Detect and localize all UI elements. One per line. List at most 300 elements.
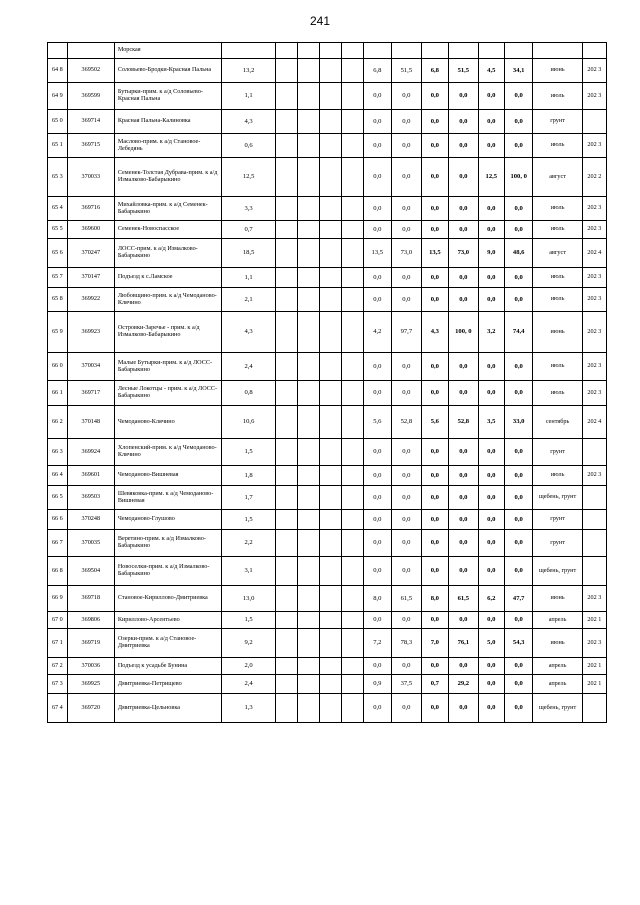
empty-cell bbox=[297, 694, 319, 723]
empty-cell bbox=[341, 486, 363, 510]
road-code: 370036 bbox=[67, 658, 114, 675]
empty-cell bbox=[297, 406, 319, 439]
table-row bbox=[48, 43, 607, 59]
status-cell: грунт bbox=[533, 510, 582, 530]
road-code: 370147 bbox=[67, 268, 114, 288]
empty-cell bbox=[341, 586, 363, 612]
value-cell: 100, 0 bbox=[504, 158, 532, 197]
empty-cell bbox=[341, 612, 363, 629]
empty-cell bbox=[275, 268, 297, 288]
status-cell: июль bbox=[533, 83, 582, 110]
value-cell: 0,0 bbox=[504, 268, 532, 288]
empty-cell bbox=[275, 694, 297, 723]
value-cell: 0,0 bbox=[504, 557, 532, 586]
empty-cell bbox=[319, 486, 341, 510]
road-code: 370033 bbox=[67, 158, 114, 197]
empty-cell bbox=[341, 629, 363, 658]
table-row bbox=[48, 612, 607, 629]
value-cell: 0,0 bbox=[392, 134, 422, 158]
table-row bbox=[48, 110, 607, 134]
empty-cell bbox=[341, 221, 363, 239]
empty-cell bbox=[297, 268, 319, 288]
value-cell: 0,0 bbox=[504, 134, 532, 158]
empty-cell bbox=[319, 530, 341, 557]
road-code: 369601 bbox=[67, 466, 114, 486]
value-cell: 0,7 bbox=[421, 675, 448, 694]
table-row bbox=[48, 466, 607, 486]
row-index: 66 7 bbox=[48, 530, 68, 557]
road-length: 18,5 bbox=[222, 239, 276, 268]
value-cell: 0,0 bbox=[449, 557, 479, 586]
road-code: 369718 bbox=[67, 586, 114, 612]
value-cell: 48,6 bbox=[504, 239, 532, 268]
road-length: 10,6 bbox=[222, 406, 276, 439]
row-index: 66 3 bbox=[48, 439, 68, 466]
year-cell: 202 3 bbox=[582, 197, 606, 221]
empty-cell bbox=[297, 510, 319, 530]
empty-cell bbox=[275, 158, 297, 197]
value-cell: 54,3 bbox=[504, 629, 532, 658]
status-cell: июль bbox=[533, 134, 582, 158]
empty-cell bbox=[297, 557, 319, 586]
table-row bbox=[48, 221, 607, 239]
status-cell: август bbox=[533, 158, 582, 197]
empty-cell bbox=[319, 406, 341, 439]
road-length: 12,5 bbox=[222, 158, 276, 197]
empty-cell bbox=[297, 134, 319, 158]
value-cell: 0,0 bbox=[392, 612, 422, 629]
status-cell: июль bbox=[533, 353, 582, 381]
value-cell: 0,0 bbox=[478, 557, 504, 586]
road-code: 369924 bbox=[67, 439, 114, 466]
status-cell: апрель bbox=[533, 675, 582, 694]
value-cell: 0,0 bbox=[504, 353, 532, 381]
row-index: 67 2 bbox=[48, 658, 68, 675]
empty-cell bbox=[319, 239, 341, 268]
year-cell: 202 3 bbox=[582, 629, 606, 658]
year-cell bbox=[582, 694, 606, 723]
value-cell: 0,0 bbox=[392, 83, 422, 110]
empty-cell bbox=[297, 658, 319, 675]
row-index: 67 0 bbox=[48, 612, 68, 629]
empty-cell bbox=[341, 197, 363, 221]
empty-cell bbox=[341, 134, 363, 158]
year-cell: 202 4 bbox=[582, 239, 606, 268]
empty-cell bbox=[275, 83, 297, 110]
value-cell: 34,1 bbox=[504, 59, 532, 83]
value-cell: 13,5 bbox=[363, 239, 391, 268]
empty-cell bbox=[341, 406, 363, 439]
road-name: Морская bbox=[114, 43, 221, 59]
row-index: 64 8 bbox=[48, 59, 68, 83]
empty-cell bbox=[275, 675, 297, 694]
road-name: Чемоданово-Вишневая bbox=[114, 466, 221, 486]
road-code: 369719 bbox=[67, 629, 114, 658]
empty-cell bbox=[341, 158, 363, 197]
table-row bbox=[48, 83, 607, 110]
empty-cell bbox=[319, 466, 341, 486]
value-cell: 0,0 bbox=[449, 510, 479, 530]
value-cell: 0,0 bbox=[363, 288, 391, 312]
value-cell: 0,0 bbox=[363, 658, 391, 675]
empty-cell bbox=[297, 629, 319, 658]
row-index: 64 9 bbox=[48, 83, 68, 110]
empty-cell bbox=[297, 612, 319, 629]
empty-cell bbox=[319, 158, 341, 197]
value-cell: 3,2 bbox=[478, 312, 504, 353]
empty-cell bbox=[341, 268, 363, 288]
row-index: 65 5 bbox=[48, 221, 68, 239]
value-cell: 0,0 bbox=[504, 197, 532, 221]
year-cell: 202 4 bbox=[582, 406, 606, 439]
year-cell bbox=[582, 486, 606, 510]
empty-cell bbox=[341, 675, 363, 694]
road-code: 369720 bbox=[67, 694, 114, 723]
value-cell: 5,0 bbox=[478, 629, 504, 658]
value-cell: 0,0 bbox=[363, 466, 391, 486]
road-code: 369503 bbox=[67, 486, 114, 510]
table-row bbox=[48, 239, 607, 268]
value-cell: 0,0 bbox=[363, 221, 391, 239]
value-cell: 0,0 bbox=[421, 439, 448, 466]
value-cell: 0,0 bbox=[421, 486, 448, 510]
value-cell: 100, 0 bbox=[449, 312, 479, 353]
value-cell: 0,0 bbox=[392, 268, 422, 288]
status-cell: грунт bbox=[533, 110, 582, 134]
value-cell: 29,2 bbox=[449, 675, 479, 694]
year-cell bbox=[582, 530, 606, 557]
value-cell: 51,5 bbox=[449, 59, 479, 83]
empty-cell bbox=[319, 694, 341, 723]
empty-cell bbox=[297, 381, 319, 406]
row-index: 67 3 bbox=[48, 675, 68, 694]
value-cell: 0,0 bbox=[421, 221, 448, 239]
empty-cell bbox=[319, 197, 341, 221]
road-length: 1,5 bbox=[222, 612, 276, 629]
value-cell: 0,0 bbox=[504, 110, 532, 134]
value-cell: 0,0 bbox=[478, 486, 504, 510]
empty-cell bbox=[297, 197, 319, 221]
value-cell: 0,0 bbox=[478, 694, 504, 723]
road-name: Красная Пальна-Калиновка bbox=[114, 110, 221, 134]
empty-cell bbox=[275, 353, 297, 381]
value-cell: 0,0 bbox=[449, 268, 479, 288]
value-cell: 33,0 bbox=[504, 406, 532, 439]
road-length: 2,4 bbox=[222, 353, 276, 381]
value-cell: 0,0 bbox=[449, 197, 479, 221]
value-cell: 0,0 bbox=[504, 510, 532, 530]
empty-cell bbox=[319, 510, 341, 530]
value-cell: 61,5 bbox=[392, 586, 422, 612]
road-name: Подъезд к усадьбе Бунина bbox=[114, 658, 221, 675]
empty-cell bbox=[319, 134, 341, 158]
value-cell: 0,0 bbox=[363, 110, 391, 134]
value-cell: 0,0 bbox=[504, 439, 532, 466]
status-cell: грунт bbox=[533, 530, 582, 557]
road-code: 369925 bbox=[67, 675, 114, 694]
road-length: 0,8 bbox=[222, 381, 276, 406]
value-cell: 0,0 bbox=[449, 612, 479, 629]
empty-cell bbox=[275, 59, 297, 83]
empty-cell bbox=[341, 288, 363, 312]
year-cell bbox=[582, 439, 606, 466]
year-cell: 202 3 bbox=[582, 586, 606, 612]
table-row bbox=[48, 406, 607, 439]
value-cell: 0,0 bbox=[504, 486, 532, 510]
road-code: 369716 bbox=[67, 197, 114, 221]
empty-cell bbox=[275, 439, 297, 466]
value-cell: 0,0 bbox=[392, 658, 422, 675]
row-index: 65 7 bbox=[48, 268, 68, 288]
status-cell: апрель bbox=[533, 658, 582, 675]
empty-cell bbox=[275, 381, 297, 406]
road-code: 369717 bbox=[67, 381, 114, 406]
empty-cell bbox=[341, 59, 363, 83]
value-cell: 0,0 bbox=[449, 158, 479, 197]
row-index: 66 8 bbox=[48, 557, 68, 586]
empty-cell bbox=[275, 239, 297, 268]
table-row bbox=[48, 197, 607, 221]
empty-cell bbox=[341, 110, 363, 134]
year-cell: 202 2 bbox=[582, 158, 606, 197]
empty-cell bbox=[275, 221, 297, 239]
value-cell: 0,0 bbox=[363, 486, 391, 510]
empty-cell bbox=[319, 312, 341, 353]
value-cell: 73,0 bbox=[392, 239, 422, 268]
value-cell: 0,9 bbox=[363, 675, 391, 694]
empty-cell bbox=[297, 110, 319, 134]
row-index: 66 2 bbox=[48, 406, 68, 439]
value-cell: 0,0 bbox=[392, 288, 422, 312]
year-cell: 202 3 bbox=[582, 221, 606, 239]
table-row bbox=[48, 134, 607, 158]
row-index: 67 4 bbox=[48, 694, 68, 723]
value-cell: 13,5 bbox=[421, 239, 448, 268]
road-name: Бутырки-прим. к а/д Соловьево-Красная Пальна bbox=[114, 83, 221, 110]
value-cell: 0,0 bbox=[478, 83, 504, 110]
value-cell: 0,0 bbox=[478, 466, 504, 486]
value-cell: 7,0 bbox=[421, 629, 448, 658]
table-row bbox=[48, 268, 607, 288]
row-index: 65 6 bbox=[48, 239, 68, 268]
row-index: 65 1 bbox=[48, 134, 68, 158]
value-cell: 5,6 bbox=[363, 406, 391, 439]
value-cell: 0,0 bbox=[421, 134, 448, 158]
empty-cell bbox=[297, 83, 319, 110]
empty-cell bbox=[319, 353, 341, 381]
empty-cell bbox=[297, 239, 319, 268]
empty-cell bbox=[275, 486, 297, 510]
value-cell: 0,0 bbox=[363, 197, 391, 221]
empty-cell bbox=[297, 221, 319, 239]
year-cell: 202 1 bbox=[582, 675, 606, 694]
year-cell bbox=[582, 510, 606, 530]
value-cell: 51,5 bbox=[392, 59, 422, 83]
value-cell: 0,0 bbox=[392, 530, 422, 557]
value-cell: 0,0 bbox=[421, 197, 448, 221]
value-cell: 0,0 bbox=[363, 134, 391, 158]
road-length: 4,3 bbox=[222, 110, 276, 134]
value-cell: 0,0 bbox=[363, 268, 391, 288]
year-cell: 202 3 bbox=[582, 268, 606, 288]
value-cell: 0,0 bbox=[363, 557, 391, 586]
value-cell: 9,0 bbox=[478, 239, 504, 268]
empty-cell bbox=[319, 658, 341, 675]
empty-cell bbox=[275, 197, 297, 221]
value-cell: 0,0 bbox=[449, 466, 479, 486]
value-cell: 0,0 bbox=[504, 381, 532, 406]
empty-cell bbox=[319, 110, 341, 134]
empty-cell bbox=[275, 288, 297, 312]
empty-cell bbox=[319, 268, 341, 288]
empty-cell bbox=[341, 439, 363, 466]
value-cell: 0,0 bbox=[449, 658, 479, 675]
value-cell: 0,0 bbox=[421, 612, 448, 629]
road-length: 1,1 bbox=[222, 268, 276, 288]
empty-cell bbox=[275, 530, 297, 557]
year-cell: 202 3 bbox=[582, 353, 606, 381]
empty-cell bbox=[275, 658, 297, 675]
value-cell: 0,0 bbox=[392, 510, 422, 530]
empty-cell bbox=[341, 530, 363, 557]
value-cell: 0,0 bbox=[449, 288, 479, 312]
value-cell: 0,0 bbox=[449, 83, 479, 110]
road-length: 1,5 bbox=[222, 439, 276, 466]
road-code: 369600 bbox=[67, 221, 114, 239]
road-length: 2,0 bbox=[222, 658, 276, 675]
road-code: 369715 bbox=[67, 134, 114, 158]
value-cell: 0,0 bbox=[392, 197, 422, 221]
table-row bbox=[48, 586, 607, 612]
road-name: Лесные Локотцы - прим. к а/д ЛОСС-Бабарыкино bbox=[114, 381, 221, 406]
road-length: 2,4 bbox=[222, 675, 276, 694]
value-cell: 0,0 bbox=[421, 83, 448, 110]
value-cell: 0,0 bbox=[421, 658, 448, 675]
year-cell: 202 3 bbox=[582, 59, 606, 83]
value-cell: 0,0 bbox=[363, 158, 391, 197]
value-cell: 0,0 bbox=[478, 510, 504, 530]
value-cell: 5,6 bbox=[421, 406, 448, 439]
road-name: Новоселки-прим. к а/д Измалково-Бабарыкино bbox=[114, 557, 221, 586]
empty-cell bbox=[297, 675, 319, 694]
road-code: 369922 bbox=[67, 288, 114, 312]
road-code: 369599 bbox=[67, 83, 114, 110]
road-code: 369714 bbox=[67, 110, 114, 134]
empty-cell bbox=[341, 557, 363, 586]
road-length: 2,1 bbox=[222, 288, 276, 312]
status-cell: грунт bbox=[533, 439, 582, 466]
road-name: Становое-Кириллово-Дмитриевка bbox=[114, 586, 221, 612]
value-cell: 0,0 bbox=[421, 694, 448, 723]
road-code: 369923 bbox=[67, 312, 114, 353]
row-index: 66 0 bbox=[48, 353, 68, 381]
empty-cell bbox=[319, 288, 341, 312]
year-cell: 202 3 bbox=[582, 83, 606, 110]
empty-cell bbox=[297, 530, 319, 557]
empty-cell bbox=[275, 629, 297, 658]
road-length: 0,7 bbox=[222, 221, 276, 239]
value-cell: 0,0 bbox=[392, 353, 422, 381]
value-cell: 7,2 bbox=[363, 629, 391, 658]
value-cell: 0,0 bbox=[449, 530, 479, 557]
value-cell: 0,0 bbox=[504, 694, 532, 723]
value-cell: 0,0 bbox=[449, 694, 479, 723]
table-row bbox=[48, 658, 607, 675]
value-cell: 0,0 bbox=[504, 612, 532, 629]
empty-cell bbox=[275, 612, 297, 629]
road-name: Михайловка-прим. к а/д Семенек-Бабарыкино bbox=[114, 197, 221, 221]
value-cell: 8,0 bbox=[363, 586, 391, 612]
value-cell: 0,0 bbox=[504, 288, 532, 312]
value-cell: 0,0 bbox=[421, 353, 448, 381]
page-number: 241 bbox=[309, 14, 331, 28]
road-length: 1,7 bbox=[222, 486, 276, 510]
value-cell: 4,3 bbox=[421, 312, 448, 353]
empty-cell bbox=[341, 353, 363, 381]
value-cell: 0,0 bbox=[478, 288, 504, 312]
empty-cell bbox=[297, 353, 319, 381]
value-cell: 0,0 bbox=[478, 110, 504, 134]
road-code: 370148 bbox=[67, 406, 114, 439]
value-cell: 0,0 bbox=[363, 83, 391, 110]
value-cell: 0,0 bbox=[478, 221, 504, 239]
empty-cell bbox=[297, 312, 319, 353]
value-cell: 52,8 bbox=[392, 406, 422, 439]
value-cell: 74,4 bbox=[504, 312, 532, 353]
road-length: 1,1 bbox=[222, 83, 276, 110]
road-length: 1,3 bbox=[222, 694, 276, 723]
value-cell: 0,0 bbox=[478, 439, 504, 466]
road-name: Хлопенский-прим. к а/д Чемоданово-Клячино bbox=[114, 439, 221, 466]
empty-cell bbox=[297, 158, 319, 197]
value-cell: 0,0 bbox=[478, 197, 504, 221]
year-cell: 202 3 bbox=[582, 381, 606, 406]
status-cell: июнь bbox=[533, 59, 582, 83]
year-cell bbox=[582, 557, 606, 586]
empty-cell bbox=[275, 110, 297, 134]
value-cell: 0,0 bbox=[504, 658, 532, 675]
value-cell: 0,0 bbox=[392, 486, 422, 510]
value-cell: 0,0 bbox=[478, 530, 504, 557]
empty-cell bbox=[297, 486, 319, 510]
status-cell: щебень, грунт bbox=[533, 557, 582, 586]
status-cell: апрель bbox=[533, 612, 582, 629]
value-cell: 0,0 bbox=[392, 381, 422, 406]
value-cell: 0,0 bbox=[363, 381, 391, 406]
value-cell: 0,0 bbox=[504, 221, 532, 239]
status-cell: сентябрь bbox=[533, 406, 582, 439]
road-name: Чемоданово-Глушово bbox=[114, 510, 221, 530]
status-cell: июль bbox=[533, 268, 582, 288]
empty-cell bbox=[319, 381, 341, 406]
value-cell: 0,0 bbox=[421, 288, 448, 312]
value-cell: 47,7 bbox=[504, 586, 532, 612]
value-cell: 12,5 bbox=[478, 158, 504, 197]
table-row bbox=[48, 557, 607, 586]
table-row bbox=[48, 530, 607, 557]
value-cell: 97,7 bbox=[392, 312, 422, 353]
road-length: 9,2 bbox=[222, 629, 276, 658]
status-cell: август bbox=[533, 239, 582, 268]
road-code: 370247 bbox=[67, 239, 114, 268]
value-cell: 0,0 bbox=[392, 466, 422, 486]
road-length: 13,0 bbox=[222, 586, 276, 612]
value-cell: 8,0 bbox=[421, 586, 448, 612]
row-index: 66 9 bbox=[48, 586, 68, 612]
empty-cell bbox=[341, 694, 363, 723]
value-cell: 0,0 bbox=[363, 530, 391, 557]
road-name: Дмитриевка-Петрищево bbox=[114, 675, 221, 694]
